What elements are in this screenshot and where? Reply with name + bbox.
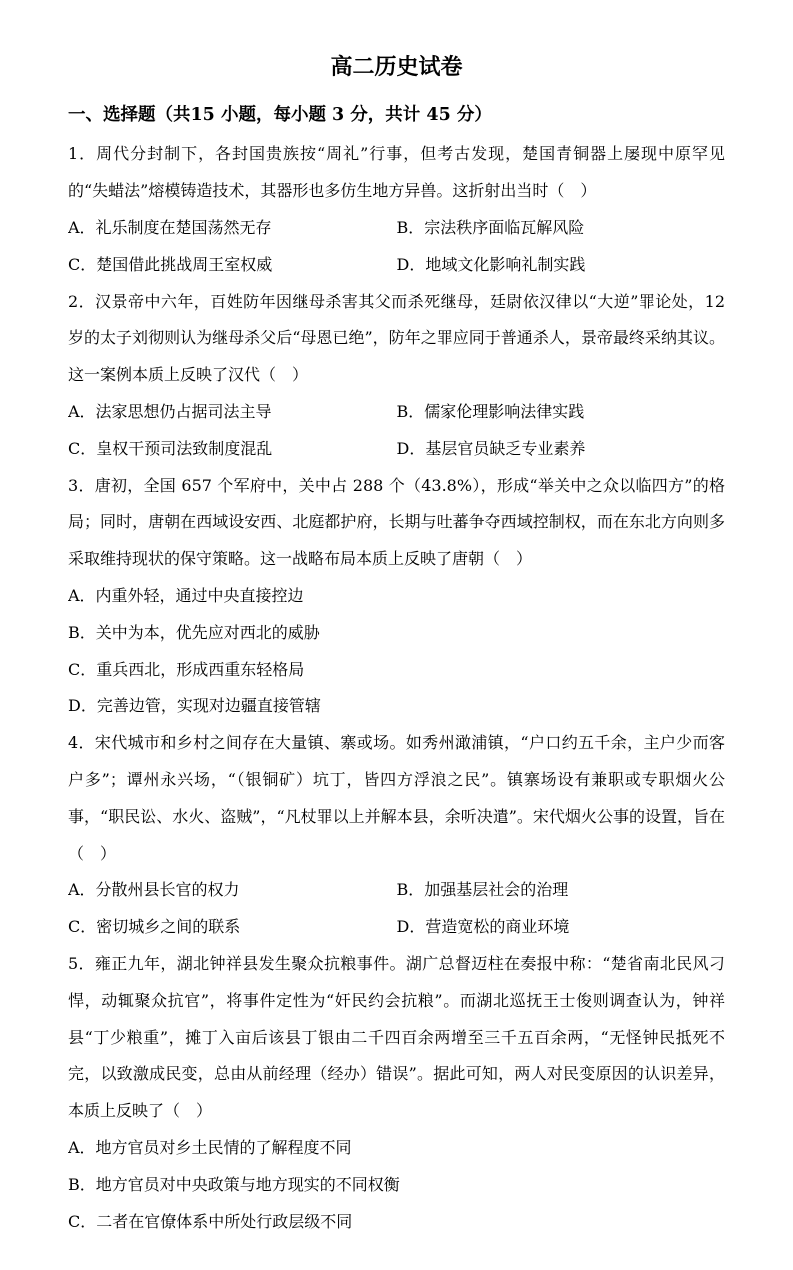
question-3-option-d: D．完善边管，实现对边疆直接管辖 [68,696,321,716]
question-1 [68,136,725,283]
question-2-option-d: D．基层官员缺乏专业素养 [396,438,586,458]
question-5-option-a: A．地方官员对乡土民情的了解程度不同 [68,1137,352,1157]
question-5-options [68,1130,725,1240]
question-3-options [68,578,725,725]
question-5-option-c: C．二者在官僚体系中所处行政层级不同 [68,1211,353,1231]
question-3-option-a: A．内重外轻，通过中央直接控边 [68,586,304,605]
question-5-option-b: B．地方官员对中央政策与地方现实的不同权衡 [68,1174,400,1194]
question-2-option-c: C．皇权干预司法致制度混乱 [68,438,273,458]
question-2-stem: 2．汉景帝中六年，百姓防年因继母杀害其父而杀死继母，廷尉依汉律以“大逆”罪论处，12 岁的太子刘彻则认为继母杀父后“母恩已绝”，防年之罪应同于普通杀人，景帝最终采纳其议。这一案例本质上反映了汉代（ ） [68,291,725,385]
question-3-option-b: B．关中为本，优先应对西北的威胁 [68,622,320,642]
question-4-option-b: B．加强基层社会的治理 [396,880,569,900]
question-4-stem: 4．宋代城市和乡村之间存在大量镇、寨或场。如秀州澉浦镇，“户口约五千余，主户少而客户多”；谭州永兴场，“（银铜矿）坑丁，皆四方浮浪之民”。镇寨场设有兼职或专职烟火公事，“职民讼、水火、盗贼”，“凡杖罪以上并解本县，余听决遣”。宋代烟火公事的设置，旨在（ ） [68,733,725,863]
question-4-option-c: C．密切城乡之间的联系 [68,917,241,937]
question-1-option-c: C．楚国借此挑战周王室权威 [68,254,273,274]
question-1-option-a: A．礼乐制度在楚国荡然无存 [68,218,272,238]
question-2-option-a: A．法家思想仍占据司法主导 [68,402,272,422]
question-4-option-d: D．营造宽松的商业环境 [396,917,570,937]
question-3 [68,468,725,726]
page-title: 高二历史试卷 [330,54,463,80]
question-1-stem: 1．周代分封制下，各封国贵族按“周礼”行事，但考古发现，楚国青铜器上屡现中原罕见的“失蜡法”熔模铸造技术，其器形也多仿生地方异兽。这折射出当时（ ） [68,144,725,201]
question-5 [68,946,725,1240]
question-1-options [68,210,725,284]
question-4-option-a: A．分散州县长官的权力 [68,880,240,900]
section-heading: 一、选择题（共15 小题，每小题 3 分，共计 45 分） [68,105,492,126]
question-4-options [68,872,725,946]
question-5-stem: 5．雍正九年，湖北钟祥县发生聚众抗粮事件。湖广总督迈柱在奏报中称：“楚省南北民风刁悍，动辄聚众抗官”，将事件定性为“奸民约会抗粮”。而湖北巡抚王士俊则调查认为，钟祥县“丁少粮重”，摊丁入亩后该县丁银由二千四百余两增至三千五百余两，“无怪钟民抵死不完，以致激成民变，总由从前经理（经办）错误”。据此可知，两人对民变原因的认识差异，本质上反映了（ ） [68,953,725,1121]
question-2-option-b: B．儒家伦理影响法律实践 [396,402,585,422]
question-2-options [68,394,725,468]
question-2 [68,284,725,468]
question-1-option-b: B．宗法秩序面临瓦解风险 [396,218,585,238]
question-1-option-d: D．地域文化影响礼制实践 [396,254,586,274]
question-3-stem: 3．唐初，全国 657 个军府中，关中占 288 个（43.8%），形成“举关中之众以临四方”的格局；同时，唐朝在西域设安西、北庭都护府，长期与吐蕃争夺西域控制权，而在东北方向则多采取维持现状的保守策略。这一战略布局本质上反映了唐朝（ ） [68,475,725,569]
question-3-option-c: C．重兵西北，形成西重东轻格局 [68,659,305,679]
question-4 [68,725,725,946]
